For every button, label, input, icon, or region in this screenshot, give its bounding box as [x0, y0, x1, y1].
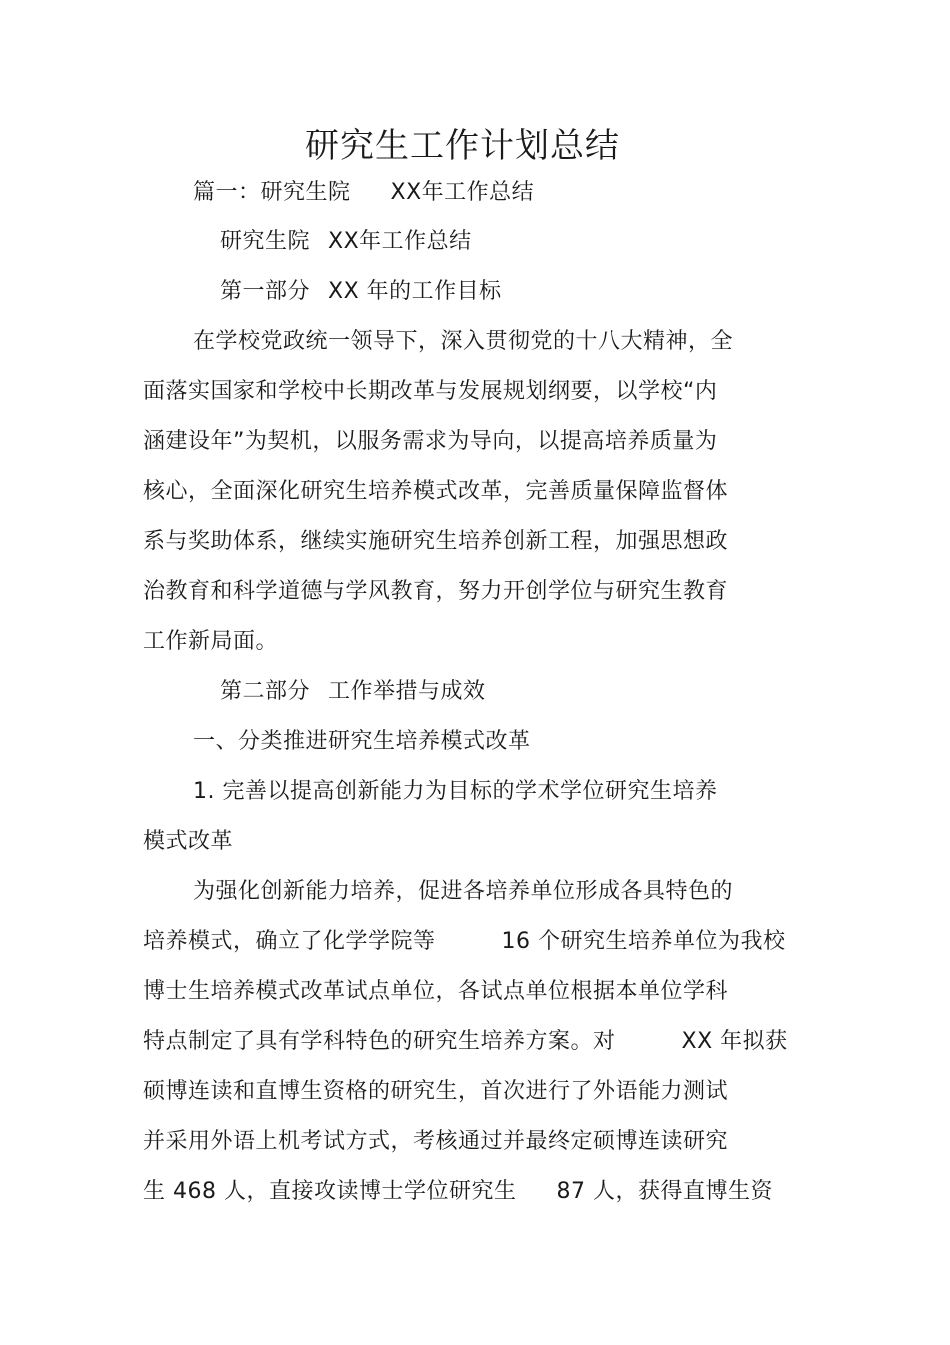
paragraph-line: 面落实国家和学校中长期改革与发展规划纲要，以学校“内: [143, 379, 718, 404]
paragraph-segment: 特点制定了具有学科特色的研究生培养方案。对: [143, 1029, 616, 1054]
paragraph-segment: 87 人，获得直博生资: [556, 1179, 773, 1204]
item-one-heading: 一、分类推进研究生培养模式改革: [193, 729, 531, 754]
paragraph-line: 系与奖助体系，继续实施研究生培养创新工程，加强思想政: [143, 529, 729, 554]
paragraph-line: 硕博连读和直博生资格的研究生，首次进行了外语能力测试: [143, 1079, 729, 1104]
part-one-heading-suffix: XX 年的工作目标: [328, 279, 502, 304]
subtitle: [220, 227, 472, 257]
paragraph-line: 工作新局面。: [143, 629, 279, 654]
paragraph-line: [143, 927, 786, 957]
paragraph-line: 涵建设年”为契机，以服务需求为导向，以提高培养质量为: [143, 429, 718, 454]
paragraph-segment: XX 年拟获: [681, 1029, 788, 1054]
part-one-heading-prefix: 第一部分: [220, 279, 311, 304]
document-title: 研究生工作计划总结: [305, 126, 620, 166]
section-heading-suffix: XX年工作总结: [390, 180, 535, 205]
paragraph-line: [143, 1177, 773, 1207]
paragraph-segment: 16 个研究生培养单位为我校: [501, 929, 786, 954]
subtitle-suffix: XX年工作总结: [328, 229, 472, 254]
paragraph-segment: 生 468 人，直接攻读博士学位研究生: [143, 1179, 517, 1204]
item-one-one-line: 1. 完善以提高创新能力为目标的学术学位研究生培养: [193, 779, 718, 804]
item-one-one-line: 模式改革: [143, 829, 234, 854]
paragraph-line: [143, 1027, 788, 1057]
paragraph-line: 为强化创新能力培养，促进各培养单位形成各具特色的: [193, 879, 734, 904]
section-heading: [193, 178, 534, 208]
subtitle-prefix: 研究生院: [220, 229, 311, 254]
part-one-heading: [220, 277, 502, 307]
paragraph-line: 在学校党政统一领导下，深入贯彻党的十八大精神，全: [193, 329, 734, 354]
paragraph-line: 博士生培养模式改革试点单位，各试点单位根据本单位学科: [143, 979, 729, 1004]
paragraph-line: 并采用外语上机考试方式，考核通过并最终定硕博连读研究: [143, 1129, 729, 1154]
part-two-heading: [220, 677, 486, 707]
paragraph-line: 核心，全面深化研究生培养模式改革，完善质量保障监督体: [143, 479, 729, 504]
part-two-heading-suffix: 工作举措与成效: [328, 679, 486, 704]
part-two-heading-prefix: 第二部分: [220, 679, 311, 704]
paragraph-line: 治教育和科学道德与学风教育，努力开创学位与研究生教育: [143, 579, 729, 604]
section-heading-prefix: 篇一：研究生院: [193, 180, 351, 205]
paragraph-segment: 培养模式，确立了化学学院等: [143, 929, 436, 954]
